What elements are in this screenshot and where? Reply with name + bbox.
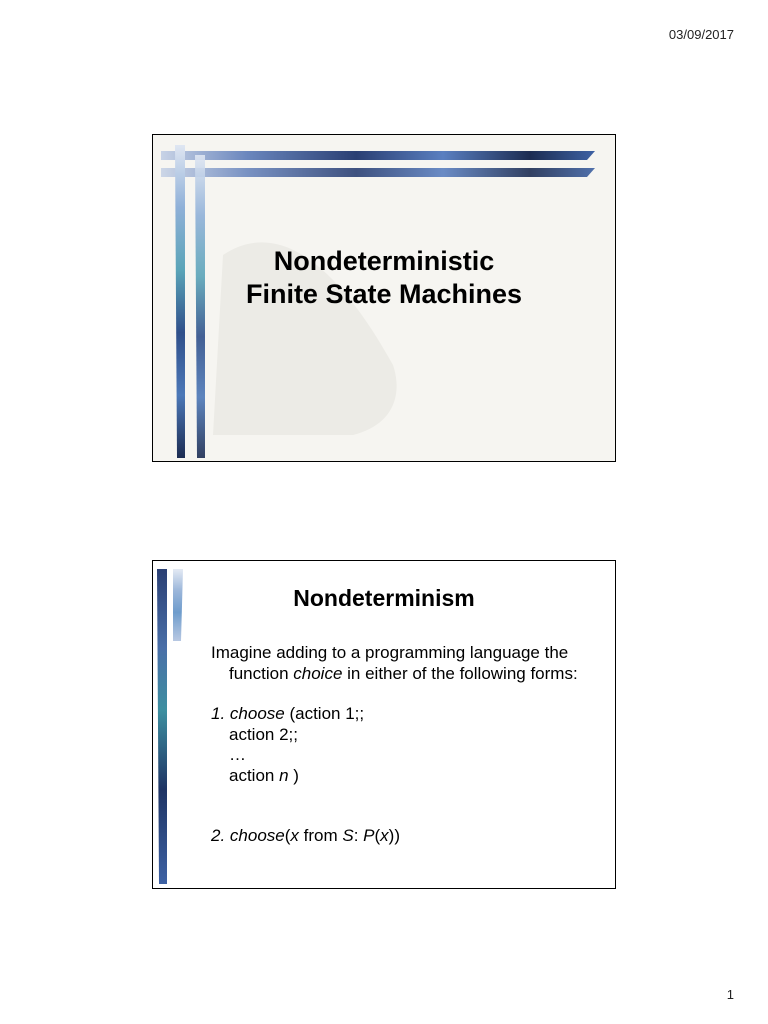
form-2-colon: : [353,826,364,845]
page-number: 1 [726,987,734,1002]
slide-1-title [153,245,615,311]
intro-line-2-c: in either of the following forms: [342,663,578,683]
form-2-S: S [342,826,354,845]
slide-2 [152,560,616,889]
form-1-line-1 [211,704,605,725]
form-1-line-4-n: n [279,765,289,785]
form-1-choose-keyword: choose [229,704,285,723]
form-1-line-2: action 2;; [229,724,298,744]
form-1-rest: (action 1;; [284,704,365,723]
intro-line-1: Imagine adding to a programming language the [211,643,569,662]
form-2-from: from [298,826,343,845]
intro-line-2-a: function [229,663,294,683]
slide-2-body [211,643,605,847]
form-1-line-4 [211,766,605,787]
form-1-line-3: … [229,745,246,764]
slide-2-title: Nondeterminism [293,585,475,611]
choice-keyword: choice [293,663,343,683]
form-2-paren-open: ( [284,826,291,845]
form-2-paren-close: )) [388,826,400,845]
form-2-x: x [290,826,299,845]
form-1-line-4-a: action [229,765,280,785]
form-2-choose-keyword: choose [229,826,285,845]
form-2-x-2: x [380,826,389,845]
form-1-line-4-c: ) [288,765,299,785]
page-date: 03/09/2017 [668,27,734,42]
slide-1 [152,134,616,462]
slide-1-title-line-2: Finite State Machines [245,279,523,309]
form-2-paren-open-2: ( [374,826,381,845]
form-2-line [211,826,605,847]
form-2-number: 2. [211,826,230,845]
form-1-number: 1. [211,704,230,723]
form-2-P: P [363,826,375,845]
intro-line-2 [211,664,605,685]
slide-1-title-line-1: Nondeterministic [273,246,495,276]
